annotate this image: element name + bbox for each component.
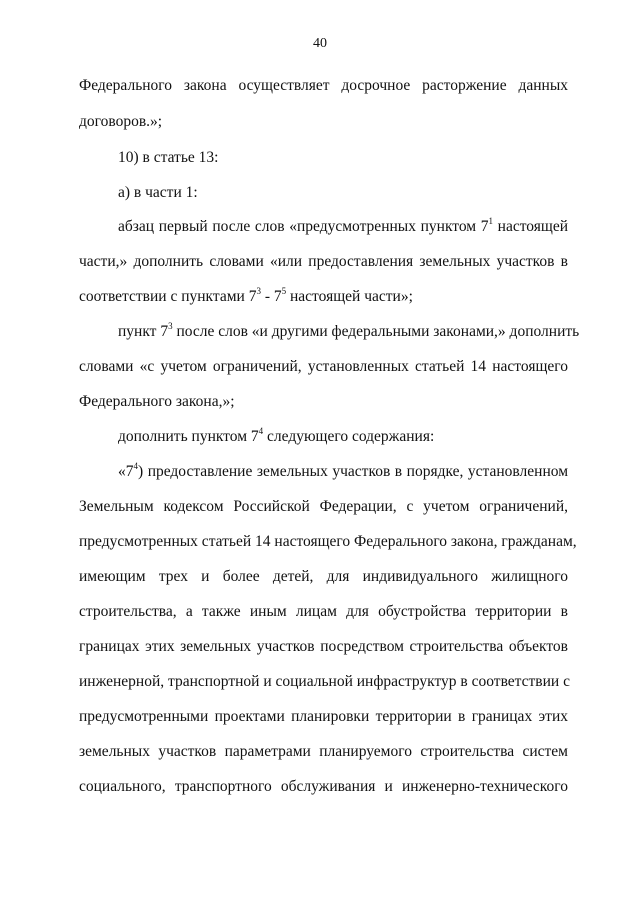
- text-line: границах этих земельных участков посредством строительства объектов: [79, 638, 568, 655]
- text-line: строительства, а также иным лицам для обустройства территории в: [79, 603, 568, 620]
- text-line: инженерной, транспортной и социальной инфраструктур в соответствии с: [79, 673, 570, 690]
- text-line: предусмотренных статьей 14 настоящего Федерального закона, гражданам,: [79, 533, 577, 550]
- text-segment: настоящей: [493, 218, 568, 235]
- text-segment: - 7: [260, 288, 282, 305]
- superscript: 3: [168, 320, 173, 331]
- text-segment: «7: [118, 463, 134, 480]
- text-segment: пункт 7: [118, 323, 169, 340]
- text-line: социального, транспортного обслуживания и инженерно-технического: [79, 778, 568, 795]
- text-line: части,» дополнить словами «или предоставления земельных участков в: [79, 253, 568, 270]
- text-line: Федерального закона,»;: [79, 393, 235, 410]
- text-line: земельных участков параметрами планируемого строительства систем: [79, 743, 568, 760]
- text-segment: дополнить пунктом 7: [118, 428, 259, 445]
- text-line: [118, 217, 568, 237]
- superscript: 5: [281, 285, 287, 296]
- text-line: [118, 427, 568, 447]
- text-line: имеющим трех и более детей, для индивидуального жилищного: [79, 568, 568, 585]
- text-segment: после слов «и другими федеральными законами,» дополнить: [172, 323, 580, 340]
- superscript: 3: [256, 285, 261, 296]
- text-line: [118, 462, 568, 482]
- superscript: 4: [258, 425, 264, 436]
- text-segment: следующего содержания:: [263, 428, 435, 445]
- text-line: 10) в статье 13:: [118, 149, 219, 166]
- text-line: [118, 320, 580, 342]
- text-segment: соответствии с пунктами 7: [79, 288, 257, 305]
- text-line: Земельным кодексом Российской Федерации, с учетом ограничений,: [79, 498, 568, 515]
- page-number: 40: [313, 36, 327, 51]
- text-segment: ) предоставление земельных участков в порядке, установленном: [138, 463, 568, 480]
- superscript: 4: [133, 460, 138, 471]
- text-line: а) в части 1:: [118, 184, 198, 201]
- text-segment: настоящей части»;: [286, 288, 413, 305]
- text-line: словами «с учетом ограничений, установленных статьей 14 настоящего: [79, 358, 568, 375]
- text-segment: абзац первый после слов «предусмотренных пунктом 7: [118, 218, 489, 235]
- superscript: 1: [488, 215, 494, 226]
- text-line: договоров.»;: [79, 113, 163, 130]
- text-line: предусмотренными проектами планировки территории в границах этих: [79, 708, 568, 725]
- text-line: [79, 287, 568, 307]
- text-line: Федерального закона осуществляет досрочное расторжение данных: [79, 77, 568, 94]
